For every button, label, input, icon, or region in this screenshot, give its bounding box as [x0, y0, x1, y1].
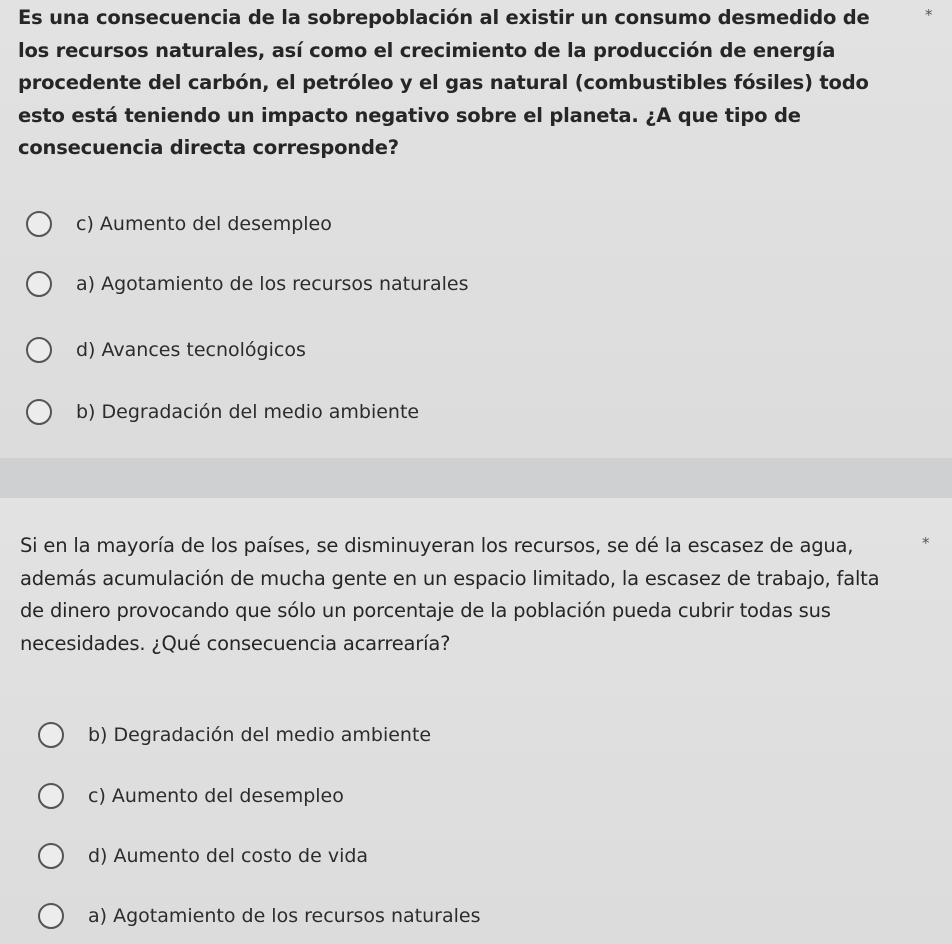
radio-button[interactable]	[26, 211, 52, 237]
option-2-1[interactable]	[38, 715, 431, 755]
option-1-2[interactable]	[26, 264, 468, 304]
radio-button[interactable]	[38, 783, 64, 809]
option-1-4[interactable]	[26, 392, 419, 432]
radio-button[interactable]	[38, 843, 64, 869]
option-label: b) Degradación del medio ambiente	[88, 724, 432, 746]
question-1-text: Es una consecuencia de la sobrepoblación al existir un consumo desmedido de los recursos naturales, así como el crecimiento de la producción de energía procedente del carbón, el petróleo y el gas natural (combustibles fósiles) todo esto está teniendo un impacto negativo sobre el planeta. ¿A que tipo de consecuencia directa corresponde?	[18, 6, 870, 159]
option-label: b) Degradación del medio ambiente	[76, 401, 420, 423]
option-1-1[interactable]	[26, 204, 332, 244]
option-label: c) Aumento del desempleo	[88, 785, 344, 807]
option-2-4[interactable]	[38, 896, 480, 936]
radio-button[interactable]	[26, 399, 52, 425]
required-asterisk-2: *	[922, 534, 930, 552]
option-label: a) Agotamiento de los recursos naturales	[76, 273, 469, 295]
radio-button[interactable]	[38, 903, 64, 929]
radio-button[interactable]	[38, 722, 64, 748]
option-label: a) Agotamiento de los recursos naturales	[88, 905, 481, 927]
radio-button[interactable]	[26, 271, 52, 297]
option-label: c) Aumento del desempleo	[76, 213, 332, 235]
option-2-3[interactable]	[38, 836, 368, 876]
question-2-text: Si en la mayoría de los países, se disminuyeran los recursos, se dé la escasez de agua, además acumulación de mucha gente en un espacio limitado, la escasez de trabajo, falta de dinero provocando que sólo un porcentaje de la población pueda cubrir todas sus necesidades. ¿Qué consecuencia acarrearía?	[20, 534, 880, 655]
radio-button[interactable]	[26, 337, 52, 363]
option-label: d) Aumento del costo de vida	[88, 845, 369, 867]
option-label: d) Avances tecnológicos	[76, 339, 306, 361]
option-1-3[interactable]	[26, 330, 306, 370]
required-asterisk-1: *	[925, 6, 933, 24]
card-separator	[0, 458, 952, 498]
option-2-2[interactable]	[38, 776, 344, 816]
